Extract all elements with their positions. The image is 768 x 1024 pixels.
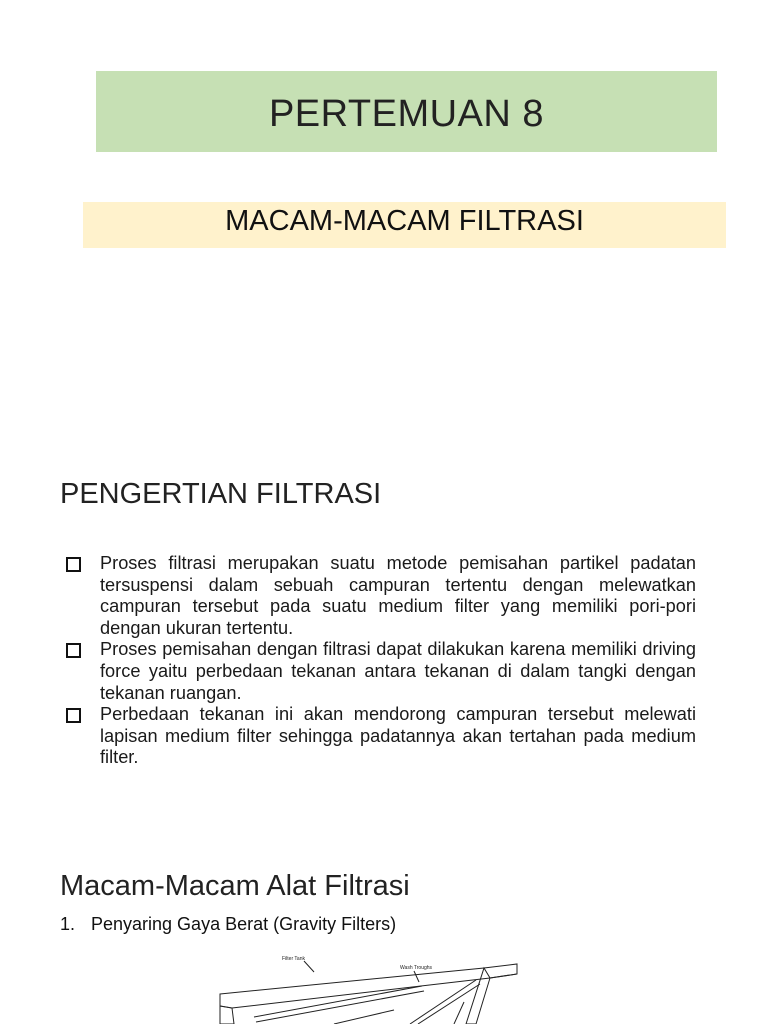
list-item bbox=[60, 704, 696, 769]
checkbox-bullet-icon bbox=[66, 557, 81, 572]
slide-title-box bbox=[96, 71, 717, 152]
leader-line bbox=[304, 961, 314, 972]
list-item bbox=[60, 639, 696, 704]
section-heading-pengertian: PENGERTIAN FILTRASI bbox=[60, 478, 382, 510]
tank-right-slope bbox=[466, 968, 490, 1024]
wash-trough bbox=[254, 986, 422, 1017]
checkbox-bullet-icon bbox=[66, 643, 81, 658]
list-item-text: Penyaring Gaya Berat (Gravity Filters) bbox=[91, 914, 397, 934]
bullet-list bbox=[60, 553, 696, 769]
bullet-text: Proses filtrasi merupakan suatu metode pemisahan partikel padatan tersuspensi dalam sebuah campuran tertentu dengan melewatkan campuran tersebut pada suatu medium filter yang memiliki pori-pori dengan ukuran tertentu. bbox=[100, 553, 696, 638]
tank-left-end bbox=[220, 1006, 234, 1024]
slide-subtitle: MACAM-MACAM FILTRASI bbox=[225, 205, 584, 237]
wash-trough bbox=[418, 984, 480, 1024]
leader-line bbox=[414, 971, 419, 982]
bullet-text: Proses pemisahan dengan filtrasi dapat dilakukan karena memiliki driving force yaitu perbedaan tekanan antara tekanan di dalam tangki dengan tekanan ruangan. bbox=[100, 639, 696, 703]
slide-title: PERTEMUAN 8 bbox=[268, 93, 545, 135]
subtitle-box bbox=[83, 202, 726, 248]
list-item bbox=[60, 553, 696, 639]
numbered-item bbox=[60, 914, 396, 935]
bullet-text: Perbedaan tekanan ini akan mendorong campuran tersebut melewati lapisan medium filter sehingga padatannya akan tertahan pada medium filter. bbox=[100, 704, 696, 768]
figure-label-wash-troughs: Wash Troughs bbox=[400, 965, 433, 971]
figure-label-filter-tank: Filter Tank bbox=[282, 956, 305, 962]
section-heading-alat-filtrasi: Macam-Macam Alat Filtrasi bbox=[60, 870, 410, 902]
checkbox-bullet-icon bbox=[66, 708, 81, 723]
gravity-filter-diagram bbox=[214, 950, 520, 1024]
list-number: 1. bbox=[60, 914, 76, 934]
